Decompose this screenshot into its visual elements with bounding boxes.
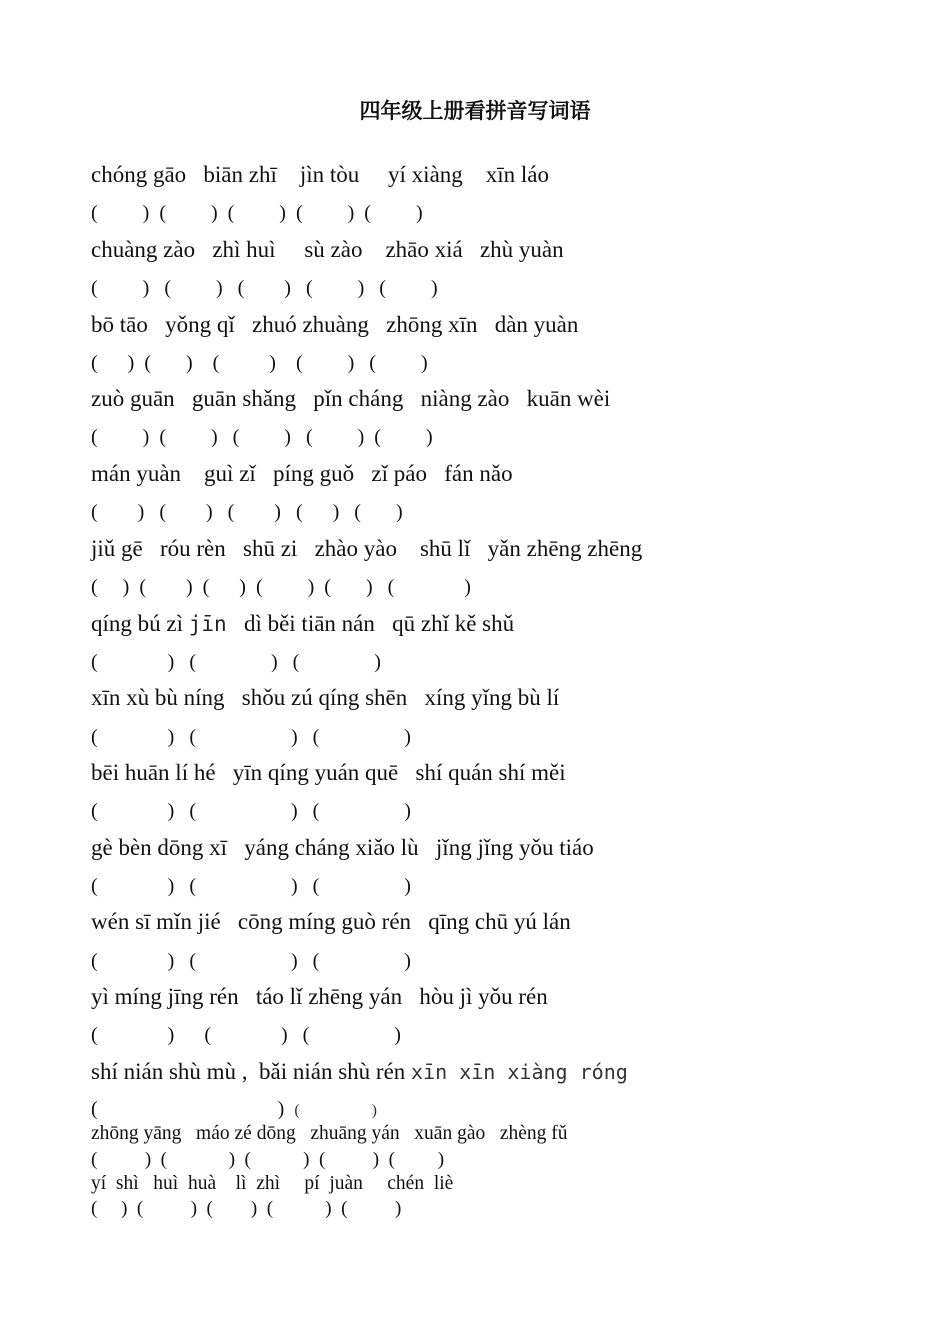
answer-row-9: ( ) ( ) ( )	[91, 800, 411, 822]
answer-row-7: ( ) ( ) ( )	[91, 651, 381, 673]
answer-blank: ( )	[91, 1098, 295, 1120]
answer-row-13	[91, 1098, 377, 1121]
pinyin-row-5: mán yuàn guì zǐ píng guǒ zǐ páo fán nǎo	[91, 461, 513, 486]
pinyin-segment: shí nián shù mù , bǎi nián shù rén	[91, 1059, 412, 1084]
pinyin-row-6: jiǔ gē róu rèn shū zi zhào yào shū lǐ yǎn zhēng zhēng	[91, 536, 643, 561]
answer-row-12: ( ) ( ) ( )	[91, 1024, 401, 1046]
answer-row-2: ( ) ( ) ( ) ( ) ( )	[91, 277, 438, 299]
pinyin-row-4: zuò guān guān shǎng pǐn cháng niàng zào kuān wèi	[91, 386, 611, 411]
pinyin-row-13	[91, 1059, 628, 1085]
answer-blank: ( )	[294, 1102, 377, 1119]
pinyin-segment-mono: jīn	[188, 612, 227, 636]
pinyin-segment: qíng bú zì	[91, 611, 189, 636]
pinyin-segment: dì běi tiān nán qū zhǐ kě shǔ	[226, 611, 515, 636]
answer-row-1: ( ) ( ) ( ) ( ) ( )	[91, 202, 423, 224]
pinyin-row-10: gè bèn dōng xī yáng cháng xiǎo lù jǐng jǐng yǒu tiáo	[91, 835, 594, 860]
answer-row-4: ( ) ( ) ( ) ( ) ( )	[91, 426, 433, 448]
answer-row-14: ( ) ( ) ( ) ( ) ( )	[91, 1149, 445, 1170]
answer-row-3: ( ) ( ) ( ) ( ) ( )	[91, 352, 428, 374]
answer-row-15: ( ) ( ) ( ) ( ) ( )	[91, 1198, 402, 1219]
pinyin-row-1: chóng gāo biān zhī jìn tòu yí xiàng xīn láo	[91, 162, 550, 187]
answer-row-6: ( ) ( ) ( ) ( ) ( ) ( )	[91, 576, 471, 598]
answer-row-10: ( ) ( ) ( )	[91, 875, 411, 897]
pinyin-row-14: zhōng yāng máo zé dōng zhuāng yán xuān gào zhèng fǔ	[91, 1123, 568, 1144]
pinyin-segment-mono: xīn xīn xiàng róng	[411, 1060, 628, 1084]
answer-row-11: ( ) ( ) ( )	[91, 950, 411, 972]
pinyin-row-8: xīn xù bù níng shǒu zú qíng shēn xíng yǐng bù lí	[91, 685, 560, 710]
pinyin-row-15: yí shì huì huà lì zhì pí juàn chén liè	[91, 1173, 454, 1194]
pinyin-row-2: chuàng zào zhì huì sù zào zhāo xiá zhù yuàn	[91, 237, 564, 262]
answer-row-8: ( ) ( ) ( )	[91, 726, 411, 748]
page-title: 四年级上册看拼音写词语	[359, 99, 591, 123]
pinyin-row-9: bēi huān lí hé yīn qíng yuán quē shí quán shí měi	[91, 760, 566, 785]
pinyin-row-7	[91, 611, 514, 637]
pinyin-row-12: yì míng jīng rén táo lǐ zhēng yán hòu jì yǒu rén	[91, 984, 548, 1009]
pinyin-row-3: bō tāo yǒng qǐ zhuó zhuàng zhōng xīn dàn yuàn	[91, 312, 579, 337]
pinyin-row-11: wén sī mǐn jié cōng míng guò rén qīng chū yú lán	[91, 909, 571, 934]
answer-row-5: ( ) ( ) ( ) ( ) ( )	[91, 501, 403, 523]
